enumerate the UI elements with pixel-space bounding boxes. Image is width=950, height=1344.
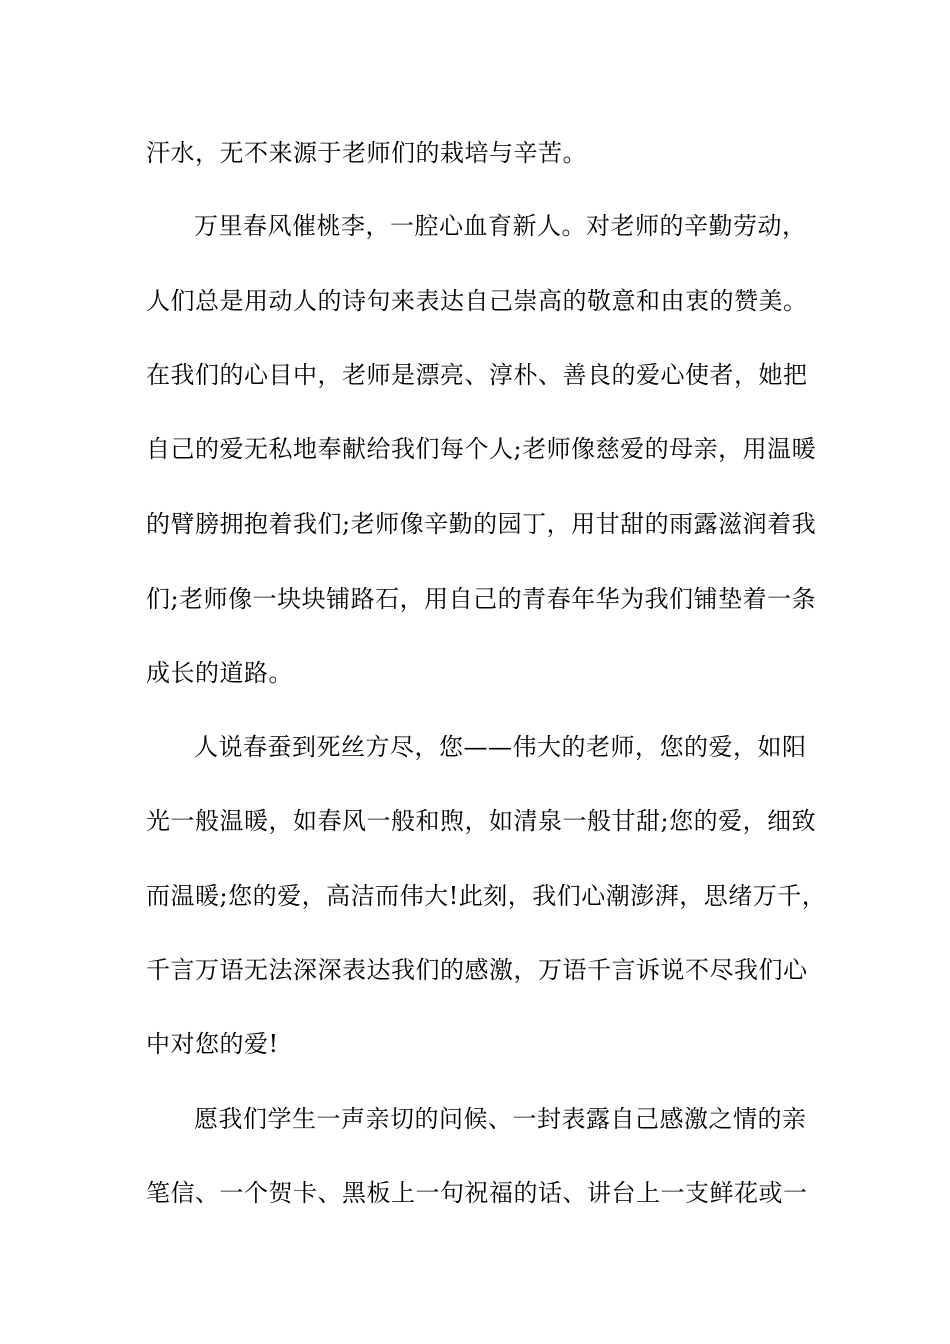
text-line: 的臂膀拥抱着我们;老师像辛勤的园丁，用甘甜的雨露滋润着我 (146, 510, 817, 538)
text-line: 中对您的爱! (146, 1030, 279, 1058)
text-line: 在我们的心目中，老师是漂亮、淳朴、善良的爱心使者，她把 (146, 361, 808, 389)
text-line: 自己的爱无私地奉献给我们每个人;老师像慈爱的母亲，用温暖 (146, 435, 817, 463)
text-line: 笔信、一个贺卡、黑板上一句祝福的话、讲台上一支鲜花或一 (146, 1179, 808, 1207)
paragraph-first-line: 人说春蚕到死丝方尽，您——伟大的老师，您的爱，如阳 (194, 733, 807, 761)
text-line: 成长的道路。 (146, 659, 293, 687)
text-line: 们;老师像一块块铺路石，用自己的青春年华为我们铺垫着一条 (146, 585, 817, 613)
text-line: 千言万语无法深深表达我们的感激，万语千言诉说不尽我们心 (146, 956, 808, 984)
paragraph-first-line: 愿我们学生一声亲切的问候、一封表露自己感激之情的亲 (194, 1105, 807, 1133)
paragraph-first-line: 万里春风催桃李，一腔心血育新人。对老师的辛勤劳动， (194, 212, 807, 240)
text-line: 汗水，无不来源于老师们的栽培与辛苦。 (146, 139, 587, 167)
text-line: 人们总是用动人的诗句来表达自己崇高的敬意和由衷的赞美。 (146, 287, 808, 315)
text-line: 而温暖;您的爱，高洁而伟大!此刻，我们心潮澎湃，思绪万千， (146, 882, 827, 910)
text-line: 光一般温暖，如春风一般和煦，如清泉一般甘甜;您的爱，细致 (146, 807, 817, 835)
